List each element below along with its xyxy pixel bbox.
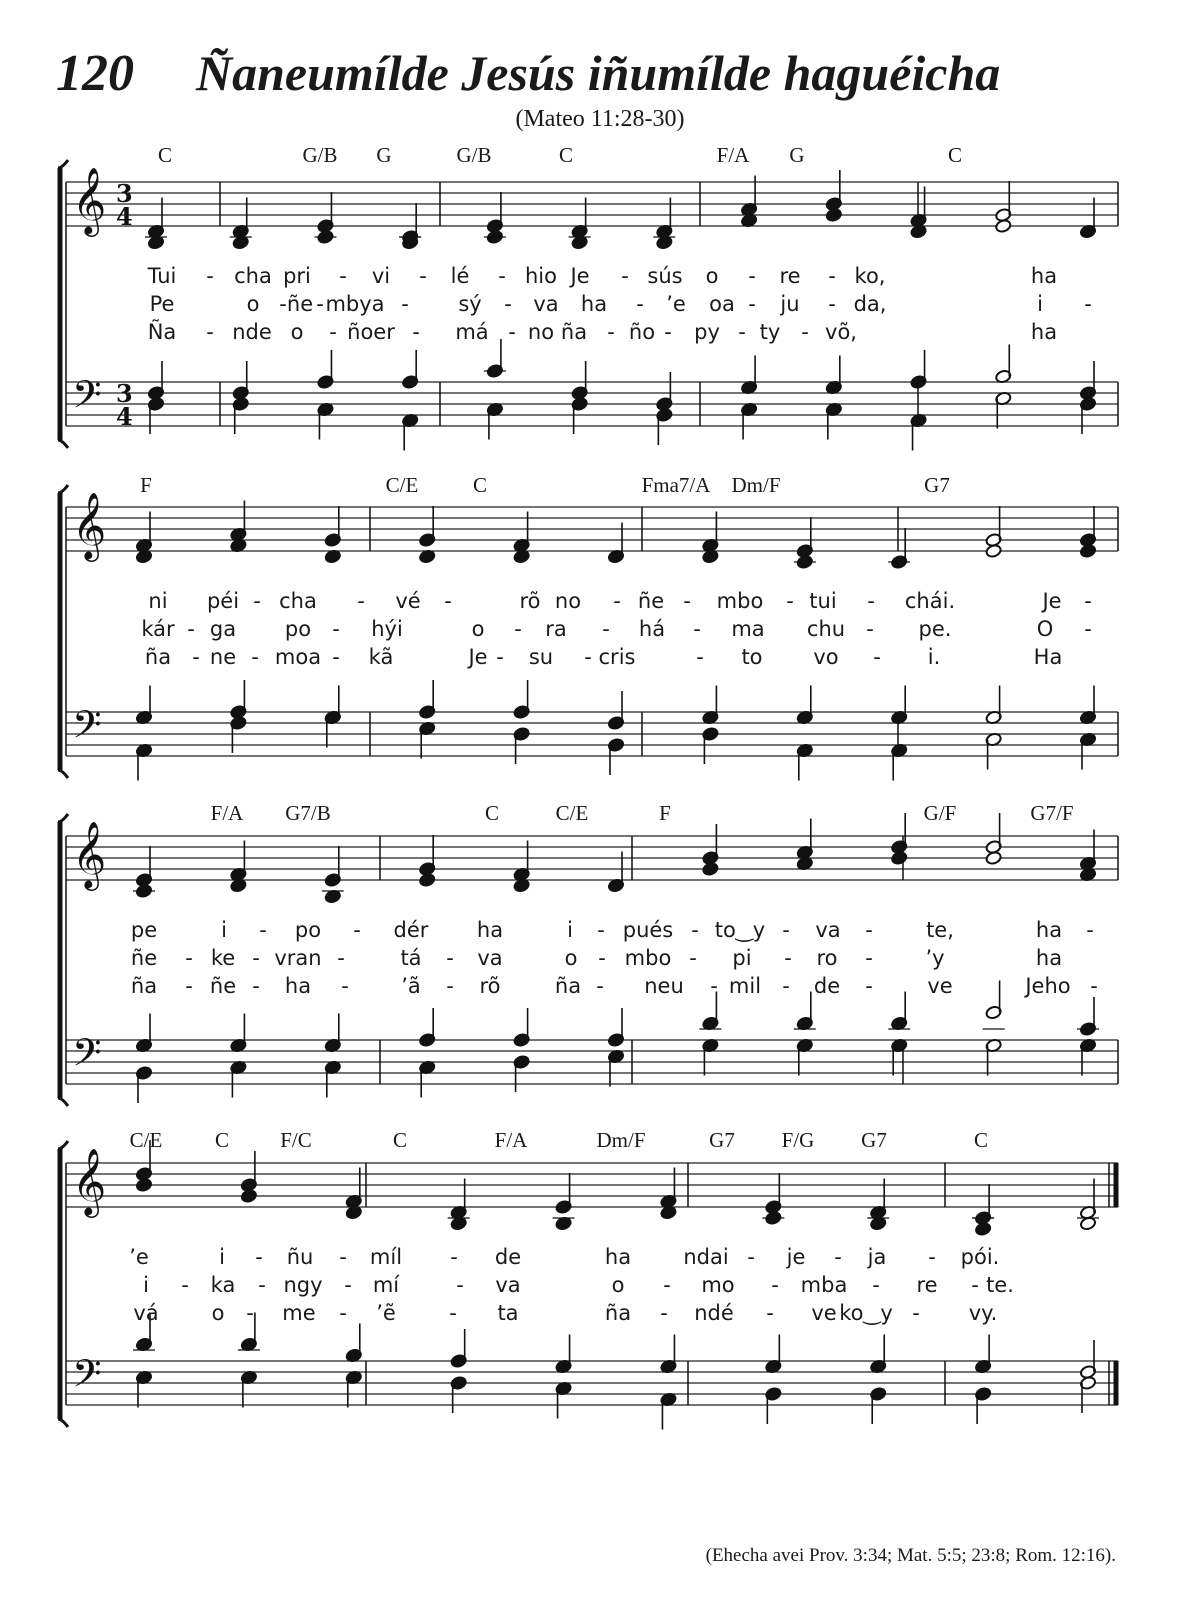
lyric-syllable: i bbox=[219, 1245, 225, 1269]
lyric-hyphen: - bbox=[206, 320, 214, 344]
lyric-hyphen: - bbox=[357, 589, 365, 613]
lyric-syllable: va bbox=[477, 946, 503, 970]
lyric-hyphen: - bbox=[786, 589, 794, 613]
lyric-syllable: Tui bbox=[147, 264, 177, 288]
chord-symbol: G/B bbox=[302, 143, 338, 167]
chord-symbol: F/A bbox=[716, 143, 750, 167]
lyric-hyphen: - bbox=[771, 1273, 779, 1297]
lyric-syllable: po bbox=[294, 918, 322, 942]
lyric-syllable: ve bbox=[927, 974, 953, 998]
lyric-syllable: hio bbox=[525, 264, 557, 288]
lyric-syllable: O bbox=[1036, 617, 1054, 641]
lyric-hyphen: - bbox=[353, 918, 361, 942]
lyric-syllable: mbo bbox=[624, 946, 672, 970]
lyric-hyphen: - bbox=[1084, 292, 1092, 316]
lyric-syllable: neu bbox=[644, 974, 684, 998]
lyric-syllable: ñe bbox=[130, 946, 158, 970]
lyric-syllable: me bbox=[282, 1301, 316, 1325]
lyric-syllable: ngy bbox=[283, 1273, 323, 1297]
lyric-syllable: má bbox=[455, 320, 489, 344]
lyric-syllable: ’y bbox=[925, 946, 945, 970]
lyric-hyphen: - bbox=[337, 946, 345, 970]
lyric-hyphen: - bbox=[259, 918, 267, 942]
lyric-syllable: ñoer bbox=[347, 320, 395, 344]
staff-system-graphic bbox=[0, 477, 1200, 792]
lyric-syllable: va bbox=[815, 918, 841, 942]
lyric-syllable: ty bbox=[759, 320, 781, 344]
lyric-hyphen: - bbox=[828, 292, 836, 316]
lyric-hyphen: - bbox=[252, 946, 260, 970]
treble-note bbox=[975, 1222, 992, 1237]
lyric-hyphen: - bbox=[329, 320, 337, 344]
lyric-hyphen: - bbox=[828, 264, 836, 288]
lyric-hyphen: - bbox=[181, 1273, 189, 1297]
lyric-syllable: ma bbox=[731, 617, 765, 641]
bracket-bottom bbox=[58, 1419, 68, 1427]
bass-staff bbox=[66, 712, 1118, 756]
lyric-syllable: te, bbox=[926, 918, 954, 942]
bracket-bottom bbox=[58, 1098, 68, 1106]
bracket-top bbox=[58, 160, 68, 168]
treble-staff bbox=[66, 836, 1118, 880]
lyric-syllable: Je bbox=[468, 645, 488, 669]
lyric-syllable: vá bbox=[133, 1301, 159, 1325]
lyric-hyphen: - bbox=[344, 1273, 352, 1297]
chord-symbol: G7 bbox=[861, 1128, 887, 1152]
lyric-syllable: vran bbox=[274, 946, 322, 970]
lyric-syllable: hýi bbox=[371, 617, 403, 641]
lyric-hyphen: - bbox=[873, 645, 881, 669]
treble-note bbox=[702, 862, 719, 877]
lyric-syllable: o bbox=[705, 264, 719, 288]
lyric-syllable: ña bbox=[144, 645, 172, 669]
lyric-syllable: tá bbox=[400, 946, 422, 970]
lyric-hyphen: - bbox=[664, 320, 672, 344]
lyric-hyphen: - bbox=[865, 918, 873, 942]
lyric-hyphen: - bbox=[456, 1273, 464, 1297]
lyric-syllable: ha bbox=[1035, 946, 1063, 970]
chord-symbol: F bbox=[659, 801, 671, 825]
lyric-syllable: ha bbox=[284, 974, 312, 998]
lyric-syllable: Je bbox=[1042, 589, 1062, 613]
lyric-hyphen: - bbox=[584, 645, 592, 669]
lyric-hyphen: - bbox=[607, 320, 615, 344]
lyric-hyphen: - bbox=[251, 645, 259, 669]
bass-staff bbox=[66, 1040, 1118, 1084]
lyric-syllable: míl bbox=[369, 1245, 403, 1269]
chord-symbol: C/E bbox=[555, 801, 589, 825]
lyric-syllable: ña bbox=[560, 320, 588, 344]
lyric-hyphen: - bbox=[253, 589, 261, 613]
lyric-hyphen: - bbox=[508, 320, 516, 344]
scripture-reference: (Mateo 11:28-30) bbox=[515, 106, 685, 132]
lyric-syllable: cha bbox=[279, 589, 317, 613]
bass-clef-icon: 𝄢 bbox=[72, 1030, 102, 1084]
chord-symbol: C bbox=[472, 473, 488, 497]
lyric-hyphen: - bbox=[928, 1245, 936, 1269]
treble-clef-icon: 𝄞 bbox=[72, 491, 107, 559]
lyric-hyphen: - bbox=[187, 617, 195, 641]
lyric-hyphen: - bbox=[339, 1245, 347, 1269]
lyric-hyphen: - bbox=[446, 946, 454, 970]
footer-references: (Ehecha avei Prov. 3:34; Mat. 5:5; 23:8; Rom. 12:16). bbox=[705, 1545, 1116, 1566]
lyric-syllable: péi bbox=[206, 589, 240, 613]
lyric-syllable: Pe bbox=[149, 292, 175, 316]
lyric-syllable: Ha bbox=[1033, 645, 1063, 669]
lyric-syllable: ni bbox=[148, 589, 168, 613]
lyric-syllable: ndé bbox=[694, 1301, 734, 1325]
lyric-syllable: i bbox=[143, 1273, 149, 1297]
lyric-syllable: ha bbox=[1035, 918, 1063, 942]
lyric-syllable: vo bbox=[813, 645, 839, 669]
lyric-syllable: ño bbox=[628, 320, 656, 344]
lyric-syllable: va bbox=[495, 1273, 521, 1297]
lyric-hyphen: - bbox=[279, 292, 287, 316]
lyric-syllable: o bbox=[290, 320, 304, 344]
lyric-syllable: ’e bbox=[666, 292, 686, 316]
lyric-hyphen: - bbox=[514, 617, 522, 641]
lyric-syllable: chu bbox=[806, 617, 846, 641]
treble-staff bbox=[66, 507, 1118, 551]
chord-symbol: C bbox=[392, 1128, 408, 1152]
lyric-hyphen: - bbox=[598, 946, 606, 970]
lyric-syllable: ke bbox=[210, 946, 236, 970]
lyric-syllable: o bbox=[246, 292, 260, 316]
lyric-hyphen: - bbox=[412, 320, 420, 344]
lyric-syllable: ka bbox=[210, 1273, 236, 1297]
lyric-hyphen: - bbox=[341, 974, 349, 998]
lyric-hyphen: - bbox=[339, 264, 347, 288]
lyric-syllable: da, bbox=[853, 292, 887, 316]
lyric-hyphen: - bbox=[596, 974, 604, 998]
lyric-syllable: kár bbox=[141, 617, 175, 641]
chord-symbol: G7/B bbox=[285, 801, 331, 825]
lyric-hyphen: - bbox=[316, 292, 324, 316]
bass-clef-icon: 𝄢 bbox=[72, 1351, 102, 1405]
lyric-syllable: pe bbox=[130, 918, 158, 942]
lyric-hyphen: - bbox=[185, 974, 193, 998]
lyric-hyphen: - bbox=[691, 918, 699, 942]
chord-symbol: G/F bbox=[923, 801, 957, 825]
lyric-hyphen: - bbox=[660, 1301, 668, 1325]
lyric-syllable: i bbox=[1037, 292, 1043, 316]
lyric-syllable: moa bbox=[274, 645, 322, 669]
chord-symbol: C bbox=[214, 1128, 230, 1152]
lyric-syllable: ndai bbox=[683, 1245, 729, 1269]
lyric-syllable: pe. bbox=[918, 617, 952, 641]
chord-symbol: C bbox=[947, 143, 963, 167]
lyric-hyphen: - bbox=[185, 946, 193, 970]
lyric-syllable: ña bbox=[554, 974, 582, 998]
lyric-syllable: ja bbox=[867, 1245, 887, 1269]
lyric-hyphen: - bbox=[834, 1245, 842, 1269]
lyric-syllable: ñe bbox=[637, 589, 665, 613]
lyric-hyphen: - bbox=[401, 292, 409, 316]
lyric-syllable: lé bbox=[450, 264, 470, 288]
bracket-bottom bbox=[58, 770, 68, 778]
lyric-hyphen: - bbox=[258, 1273, 266, 1297]
lyric-syllable: ne bbox=[209, 645, 237, 669]
lyric-syllable: sý bbox=[458, 292, 482, 316]
chord-symbol: C bbox=[973, 1128, 989, 1152]
treble-note bbox=[240, 1189, 257, 1204]
treble-note bbox=[135, 1178, 152, 1193]
lyric-syllable: cris bbox=[598, 645, 636, 669]
lyric-syllable: mbya bbox=[325, 292, 385, 316]
lyric-hyphen: - bbox=[748, 292, 756, 316]
lyric-hyphen: - bbox=[446, 974, 454, 998]
treble-clef-icon: 𝄞 bbox=[72, 1147, 107, 1215]
lyric-syllable: de bbox=[494, 1245, 522, 1269]
lyric-hyphen: - bbox=[766, 1301, 774, 1325]
lyric-syllable: pri bbox=[283, 264, 311, 288]
lyric-syllable: i bbox=[221, 918, 227, 942]
lyric-syllable: kã bbox=[368, 645, 394, 669]
treble-time-bottom: 4 bbox=[116, 202, 133, 231]
lyric-syllable: ta bbox=[497, 1301, 519, 1325]
chord-symbol: G7 bbox=[709, 1128, 735, 1152]
chord-symbol: G7/F bbox=[1030, 801, 1074, 825]
lyric-hyphen: - bbox=[206, 264, 214, 288]
lyric-hyphen: - bbox=[602, 617, 610, 641]
lyric-syllable: Ña bbox=[147, 320, 177, 344]
treble-staff bbox=[66, 182, 1118, 226]
lyric-syllable: va bbox=[533, 292, 559, 316]
lyric-syllable: mba bbox=[800, 1273, 848, 1297]
bracket-top bbox=[58, 485, 68, 493]
lyric-syllable: dér bbox=[393, 918, 429, 942]
chord-symbol: F bbox=[140, 473, 152, 497]
chord-symbol: C bbox=[484, 801, 500, 825]
lyric-syllable: tui bbox=[809, 589, 837, 613]
treble-note bbox=[985, 544, 1002, 559]
lyric-syllable: rõ bbox=[519, 589, 541, 613]
lyric-syllable: pués bbox=[622, 918, 674, 942]
lyric-syllable: ’e bbox=[129, 1245, 149, 1269]
chord-symbol: G bbox=[376, 143, 392, 167]
bracket-bottom bbox=[58, 440, 68, 448]
lyric-syllable: vi bbox=[371, 264, 391, 288]
lyric-hyphen: - bbox=[784, 946, 792, 970]
lyric-hyphen: - bbox=[663, 1273, 671, 1297]
treble-note bbox=[985, 851, 1002, 866]
lyric-syllable: cha bbox=[234, 264, 272, 288]
lyric-hyphen: - bbox=[1090, 974, 1098, 998]
chord-symbol: C/E bbox=[385, 473, 419, 497]
lyric-syllable: re bbox=[779, 264, 801, 288]
lyric-syllable: no bbox=[554, 589, 582, 613]
lyric-hyphen: - bbox=[192, 645, 200, 669]
treble-clef-icon: 𝄞 bbox=[72, 166, 107, 234]
lyric-syllable: no bbox=[527, 320, 555, 344]
chord-symbol: C bbox=[157, 143, 173, 167]
lyric-hyphen: - bbox=[1086, 918, 1094, 942]
lyric-syllable: ha bbox=[1030, 320, 1058, 344]
lyric-hyphen: - bbox=[636, 292, 644, 316]
lyric-syllable: pi bbox=[732, 946, 752, 970]
lyric-hyphen: - bbox=[689, 946, 697, 970]
lyric-syllable: ña bbox=[604, 1301, 632, 1325]
lyric-hyphen: - bbox=[865, 974, 873, 998]
lyric-syllable: re bbox=[916, 1273, 938, 1297]
lyric-syllable: mí bbox=[372, 1273, 400, 1297]
treble-staff bbox=[66, 1163, 1118, 1207]
lyric-hyphen: - bbox=[449, 1301, 457, 1325]
hymn-number: 120 bbox=[56, 45, 134, 102]
lyric-syllable: ha bbox=[476, 918, 504, 942]
hymn-title: Ñaneumílde Jesús iñumílde haguéicha bbox=[196, 45, 1001, 101]
lyric-syllable: ve bbox=[811, 1301, 837, 1325]
lyric-hyphen: - bbox=[912, 1301, 920, 1325]
lyric-hyphen: - bbox=[872, 1273, 880, 1297]
treble-note bbox=[995, 219, 1012, 234]
lyric-syllable: ko‿y bbox=[839, 1301, 893, 1325]
lyric-syllable: ñe bbox=[286, 292, 314, 316]
chord-symbol: Fma7/A bbox=[641, 473, 711, 497]
lyric-syllable: ña bbox=[130, 974, 158, 998]
lyric-hyphen: - bbox=[496, 645, 504, 669]
lyric-hyphen: - bbox=[450, 1245, 458, 1269]
lyric-hyphen: - bbox=[444, 589, 452, 613]
lyric-syllable: ha bbox=[1030, 264, 1058, 288]
chord-symbol: G7 bbox=[924, 473, 950, 497]
lyric-syllable: o bbox=[211, 1301, 225, 1325]
chord-symbol: Dm/F bbox=[731, 473, 781, 497]
bass-staff bbox=[66, 382, 1118, 426]
chord-symbol: G/B bbox=[456, 143, 492, 167]
chord-symbol: C/E bbox=[129, 1128, 163, 1152]
lyric-syllable: je bbox=[786, 1245, 806, 1269]
chord-symbol: Dm/F bbox=[596, 1128, 646, 1152]
lyric-syllable: to‿y bbox=[714, 918, 766, 942]
bracket-top bbox=[58, 814, 68, 822]
lyric-syllable: ’ẽ bbox=[376, 1301, 396, 1325]
lyric-syllable: po bbox=[284, 617, 312, 641]
lyric-hyphen: - bbox=[613, 589, 621, 613]
lyric-hyphen: - bbox=[683, 589, 691, 613]
lyric-syllable: ju bbox=[780, 292, 800, 316]
lyric-syllable: mo bbox=[701, 1273, 735, 1297]
lyric-syllable: to bbox=[741, 645, 763, 669]
chord-symbol: F/C bbox=[280, 1128, 312, 1152]
lyric-syllable: sús bbox=[647, 264, 683, 288]
chord-symbol: C bbox=[558, 143, 574, 167]
lyric-syllable: i bbox=[567, 918, 573, 942]
lyric-syllable: rõ bbox=[479, 974, 501, 998]
lyric-syllable: ko, bbox=[854, 264, 886, 288]
lyric-hyphen: - bbox=[782, 974, 790, 998]
bass-time-bottom: 4 bbox=[116, 402, 133, 431]
lyric-hyphen: - bbox=[693, 617, 701, 641]
lyric-syllable: ra bbox=[545, 617, 567, 641]
lyric-hyphen: - bbox=[748, 264, 756, 288]
lyric-hyphen: - bbox=[597, 918, 605, 942]
lyric-hyphen: - bbox=[621, 264, 629, 288]
lyric-hyphen: - bbox=[498, 264, 506, 288]
bass-clef-icon: 𝄢 bbox=[72, 702, 102, 756]
lyric-syllable: ñu bbox=[286, 1245, 314, 1269]
lyric-hyphen: - bbox=[339, 1301, 347, 1325]
lyric-hyphen: - bbox=[747, 1245, 755, 1269]
lyric-hyphen: - bbox=[738, 320, 746, 344]
lyric-hyphen: - bbox=[866, 617, 874, 641]
lyric-syllable: te. bbox=[986, 1273, 1014, 1297]
lyric-hyphen: - bbox=[971, 1273, 979, 1297]
lyric-hyphen: - bbox=[710, 974, 718, 998]
treble-note bbox=[1079, 544, 1096, 559]
bass-time-top: 3 bbox=[116, 379, 133, 408]
bass-clef-icon: 𝄢 bbox=[72, 372, 102, 426]
lyric-hyphen: - bbox=[255, 1245, 263, 1269]
lyric-hyphen: - bbox=[1084, 589, 1092, 613]
lyric-hyphen: - bbox=[782, 918, 790, 942]
lyric-syllable: ha bbox=[604, 1245, 632, 1269]
treble-note bbox=[825, 208, 842, 223]
lyric-syllable: ro bbox=[816, 946, 838, 970]
lyric-syllable: vé bbox=[395, 589, 421, 613]
lyric-syllable: Je bbox=[570, 264, 590, 288]
lyric-hyphen: - bbox=[801, 320, 809, 344]
lyric-hyphen: - bbox=[332, 617, 340, 641]
lyric-syllable: võ, bbox=[825, 320, 857, 344]
chord-symbol: F/A bbox=[210, 801, 244, 825]
lyric-syllable: o bbox=[564, 946, 578, 970]
lyric-syllable: nde bbox=[232, 320, 272, 344]
lyric-syllable: pói. bbox=[960, 1245, 1000, 1269]
chord-symbol: F/G bbox=[781, 1128, 815, 1152]
lyric-syllable: mbo bbox=[716, 589, 764, 613]
staff-system-graphic bbox=[0, 1133, 1200, 1441]
lyric-syllable: ’ã bbox=[401, 974, 421, 998]
treble-clef-icon: 𝄞 bbox=[72, 820, 107, 888]
lyric-syllable: vy. bbox=[968, 1301, 998, 1325]
lyric-hyphen: - bbox=[252, 974, 260, 998]
lyric-hyphen: - bbox=[332, 645, 340, 669]
lyric-syllable: o bbox=[611, 1273, 625, 1297]
lyric-syllable: Jeho bbox=[1025, 974, 1071, 998]
bass-staff bbox=[66, 1361, 1118, 1405]
lyric-syllable: ñe bbox=[209, 974, 237, 998]
treble-note bbox=[891, 851, 908, 866]
lyric-syllable: de bbox=[813, 974, 841, 998]
lyric-syllable: há bbox=[638, 617, 666, 641]
lyric-hyphen: - bbox=[867, 589, 875, 613]
lyric-hyphen: - bbox=[696, 645, 704, 669]
treble-time-top: 3 bbox=[116, 179, 133, 208]
bracket-top bbox=[58, 1141, 68, 1149]
chord-symbol: F/A bbox=[494, 1128, 528, 1152]
lyric-syllable: oa bbox=[709, 292, 735, 316]
lyric-hyphen: - bbox=[419, 264, 427, 288]
lyric-syllable: chái. bbox=[904, 589, 956, 613]
lyric-syllable: ha bbox=[580, 292, 608, 316]
lyric-syllable: ga bbox=[209, 617, 237, 641]
lyric-syllable: o bbox=[471, 617, 485, 641]
lyric-syllable: su bbox=[528, 645, 554, 669]
lyric-syllable: mil bbox=[728, 974, 762, 998]
lyric-syllable: i. bbox=[927, 645, 941, 669]
treble-note bbox=[419, 873, 436, 888]
lyric-hyphen: - bbox=[504, 292, 512, 316]
lyric-hyphen: - bbox=[865, 946, 873, 970]
lyric-syllable: py bbox=[694, 320, 720, 344]
lyric-hyphen: - bbox=[1084, 617, 1092, 641]
lyric-hyphen: - bbox=[246, 1301, 254, 1325]
chord-symbol: G bbox=[789, 143, 805, 167]
